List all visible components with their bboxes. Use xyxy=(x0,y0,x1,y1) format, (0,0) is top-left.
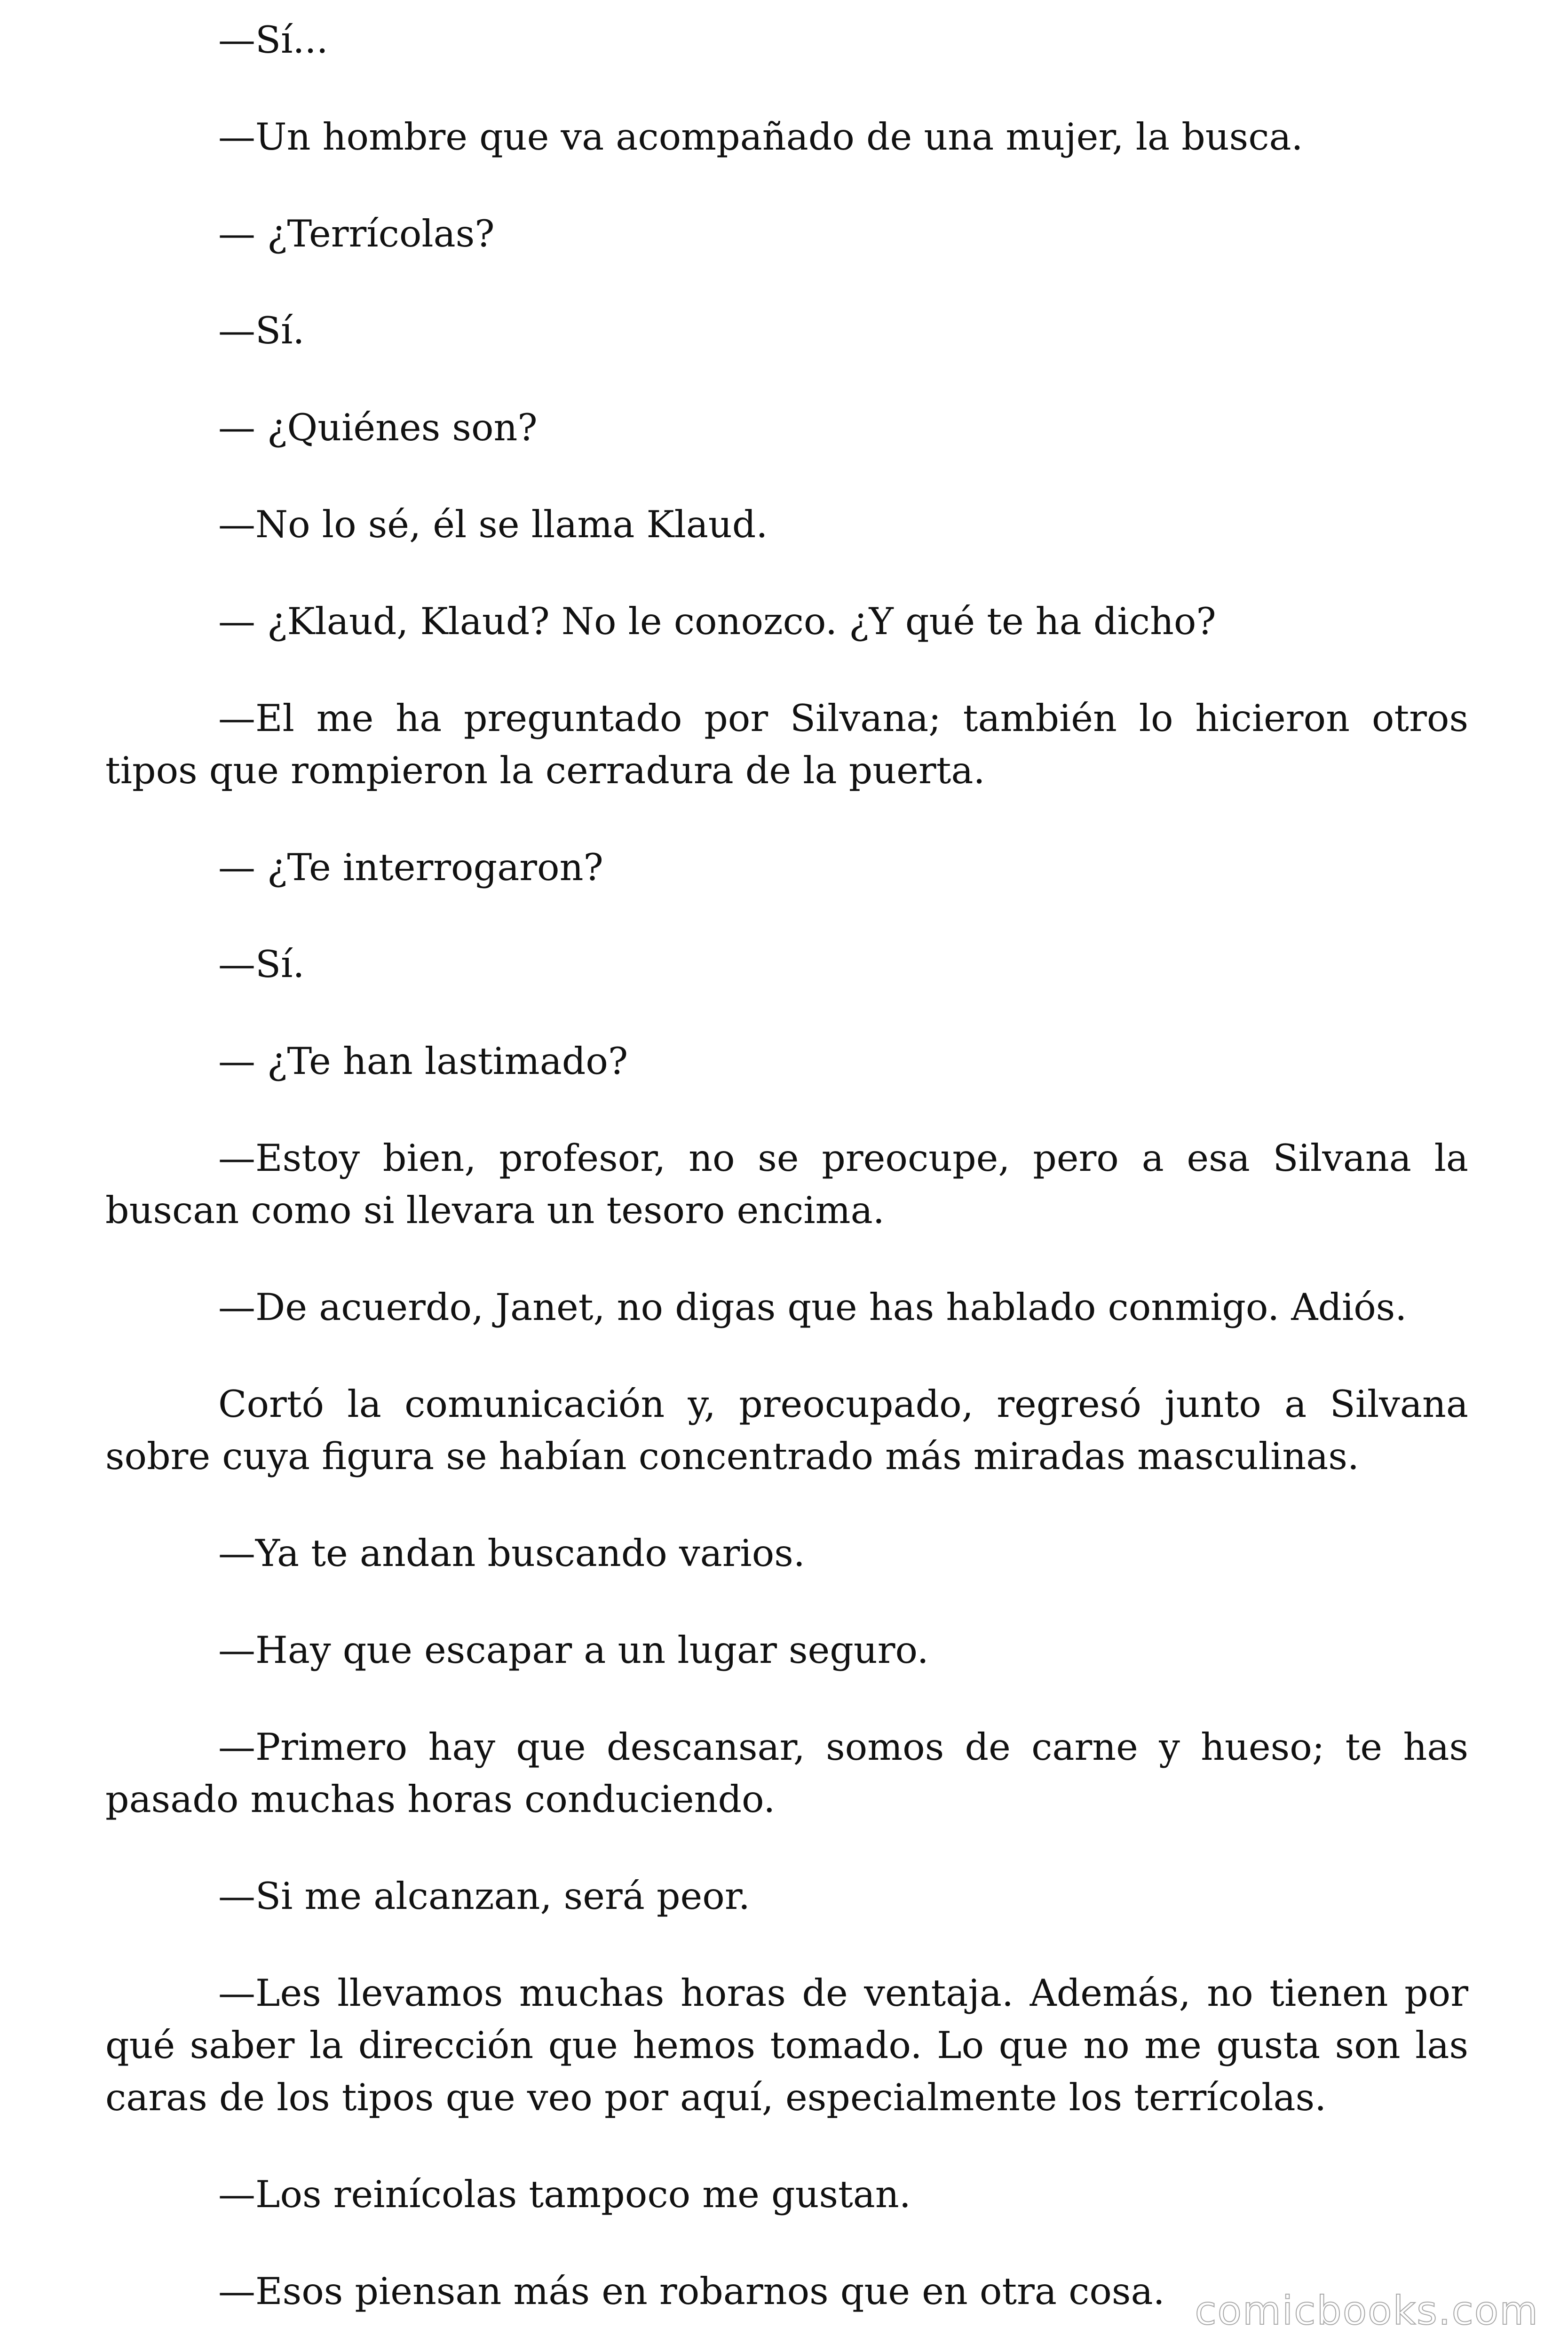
paragraph-20: —Los reinícolas tampoco me gustan. xyxy=(218,2173,911,2216)
paragraph-3: — ¿Terrícolas? xyxy=(218,212,495,255)
paragraph-1: —Sí... xyxy=(218,18,328,62)
paragraph-18: —Si me alcanzan, será peor. xyxy=(218,1875,751,1918)
paragraph-5: — ¿Quiénes son? xyxy=(218,406,538,449)
body-text xyxy=(105,14,1468,2352)
paragraph-15: —Ya te andan buscando varios. xyxy=(218,1532,805,1575)
watermark: comicbooks.com xyxy=(1195,2288,1539,2334)
paragraph-8: —El me ha preguntado por Silvana; también lo hicieron otros tipos que rompieron la cerradura de la puerta. xyxy=(105,697,1468,792)
paragraph-10: —Sí. xyxy=(218,943,305,986)
paragraph-11: — ¿Te han lastimado? xyxy=(218,1040,628,1083)
paragraph-9: — ¿Te interrogaron? xyxy=(218,846,603,889)
paragraph-7: — ¿Klaud, Klaud? No le conozco. ¿Y qué te ha dicho? xyxy=(218,600,1216,643)
paragraph-2: —Un hombre que va acompañado de una mujer, la busca. xyxy=(218,115,1303,159)
paragraph-16: —Hay que escapar a un lugar seguro. xyxy=(218,1629,929,1672)
paragraph-4: —Sí. xyxy=(218,309,305,352)
paragraph-13: —De acuerdo, Janet, no digas que has hablado conmigo. Adiós. xyxy=(218,1286,1407,1329)
paragraph-19: —Les llevamos muchas horas de ventaja. Además, no tienen por qué saber la dirección que hemos tomado. Lo que no me gusta son las caras de los tipos que veo por aquí, especialmente los terrícolas. xyxy=(105,1971,1468,2119)
paragraph-21: —Esos piensan más en robarnos que en otra cosa. xyxy=(218,2270,1165,2313)
paragraph-17: —Primero hay que descansar, somos de carne y hueso; te has pasado muchas horas conduciendo. xyxy=(105,1725,1468,1821)
paragraph-12: —Estoy bien, profesor, no se preocupe, pero a esa Silvana la buscan como si llevara un tesoro encima. xyxy=(105,1136,1468,1232)
paragraph-6: —No lo sé, él se llama Klaud. xyxy=(218,503,768,546)
paragraph-14: Cortó la comunicación y, preocupado, regresó junto a Silvana sobre cuya figura se habían concentrado más miradas masculinas. xyxy=(105,1383,1468,1478)
